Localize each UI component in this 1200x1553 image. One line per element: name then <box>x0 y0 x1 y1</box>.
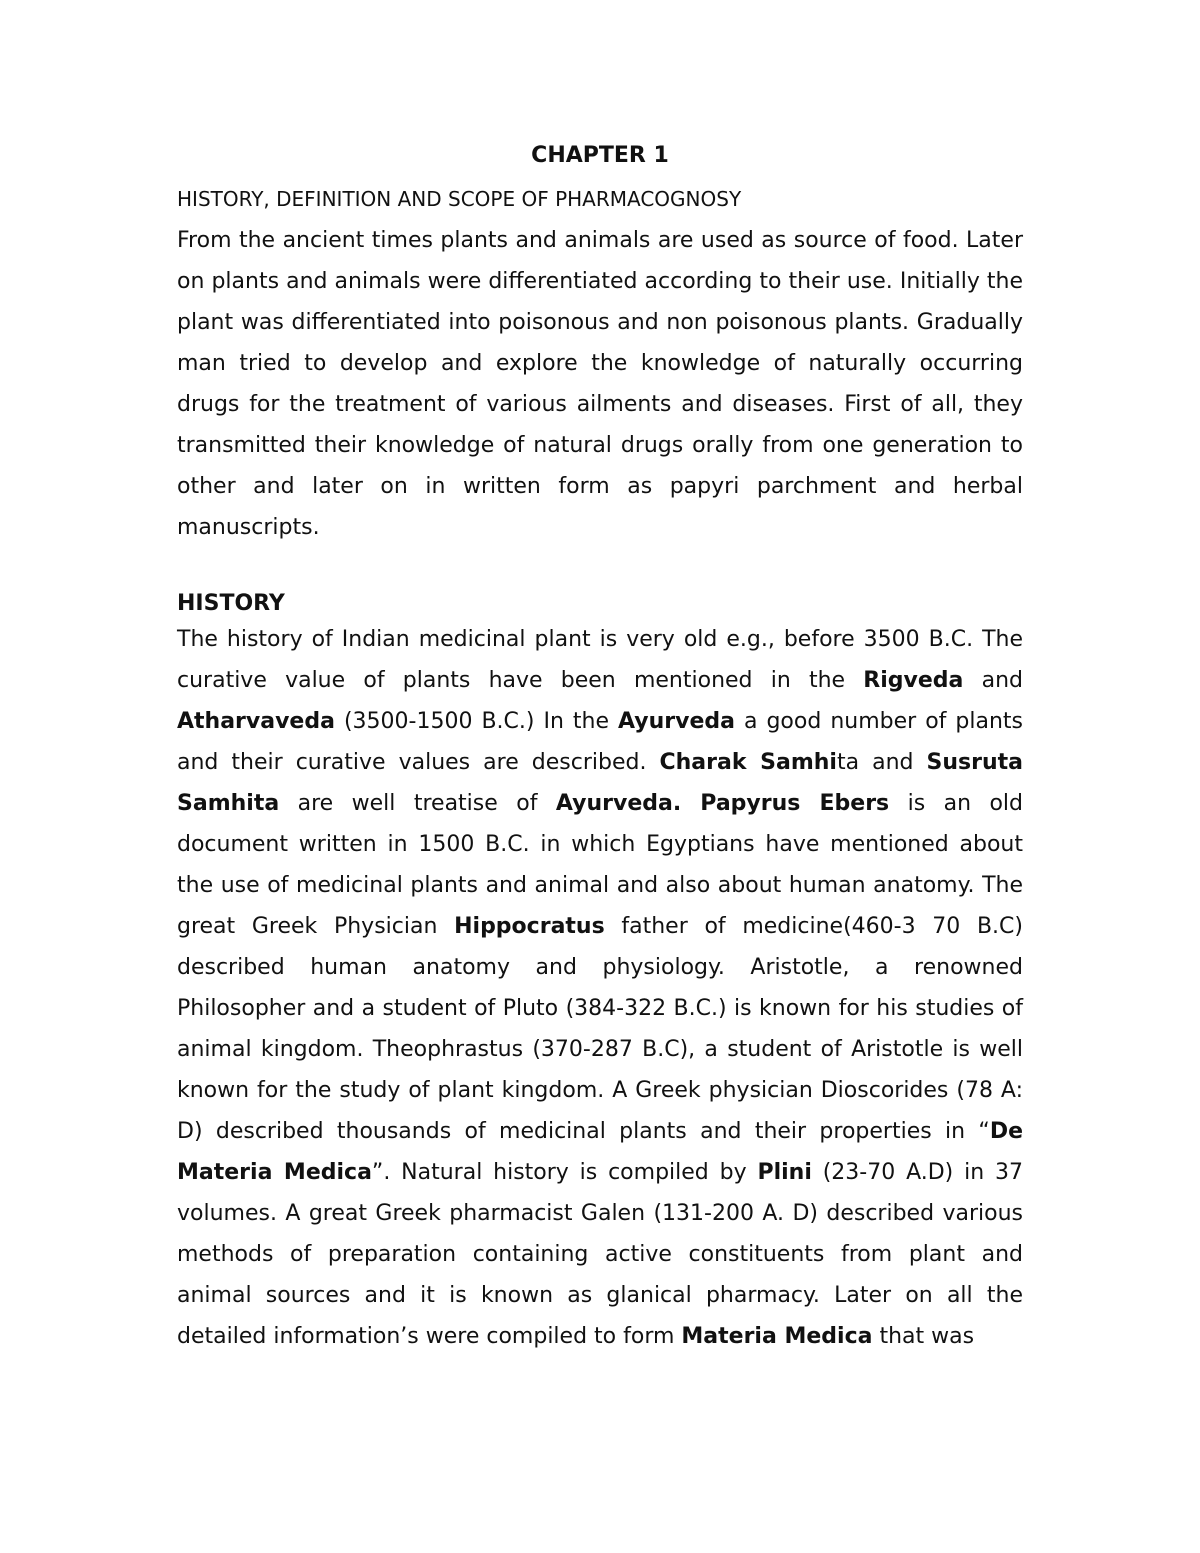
text-run: ta and <box>836 750 927 775</box>
chapter-subtitle: HISTORY, DEFINITION AND SCOPE OF PHARMACOGNOSY <box>177 187 742 211</box>
document-body <box>177 179 1023 1357</box>
chapter-title: CHAPTER 1 <box>531 143 669 168</box>
text-run: a good number of plants and their curative values are described. <box>177 709 1023 775</box>
text-run: (23-70 A.D) in 37 volumes. A great Greek pharmacist Galen (131-200 A. D) described various methods of preparation containing active constituents from plant and animal sources and it is known as glanical pharmacy. Later on all the detailed information’s were compiled to form <box>177 1160 1024 1349</box>
section-heading-history: HISTORY <box>177 591 285 616</box>
text-run: ”. Natural history is compiled by <box>371 1160 758 1185</box>
bold-term: Ayurveda <box>618 709 735 734</box>
bold-term: Rigveda <box>863 668 964 693</box>
bold-term: Susruta Samhita <box>177 750 1023 816</box>
text-run: and <box>963 668 1023 693</box>
text-run: The history of Indian medicinal plant is very old e.g., before 3500 B.C. The curative value of plants have been mentioned in the <box>177 627 1023 693</box>
bold-term: Materia Medica <box>681 1324 873 1349</box>
bold-term: Hippocratus <box>454 914 605 939</box>
paragraph-spacer <box>177 548 1023 589</box>
bold-term: Plini <box>757 1160 812 1185</box>
intro-paragraph: From the ancient times plants and animals are used as source of food. Later on plants and animals were differentiated according to their use. Initially the plant was differentiated into poisonous and non poisonous plants. Gradually man tried to develop and explore the knowledge of naturally occurring drugs for the treatment of various ailments and diseases. First of all, they transmitted their knowledge of natural drugs orally from one generation to other and later on in written form as papyri parchment and herbal manuscripts. <box>177 228 1023 540</box>
text-run: are well treatise of <box>279 791 556 816</box>
text-run: father of medicine(460-3 70 B.C) described human anatomy and physiology. Aristotle, a renowned Philosopher and a student of Pluto (384-322 B.C.) is known for his studies of animal kingdom. Theophrastus (370-287 B.C), a student of Aristotle is well known for the study of plant kingdom. A Greek physician Dioscorides (78 A: D) described thousands of medicinal plants and their properties in “ <box>177 914 1023 1144</box>
text-run: is an old document written in 1500 B.C. in which Egyptians have mentioned about the use of medicinal plants and animal and also about human anatomy. The great Greek Physician <box>177 791 1024 939</box>
bold-term: Ayurveda. Papyrus Ebers <box>555 791 890 816</box>
bold-term: Atharvaveda <box>177 709 335 734</box>
bold-term: Charak Samhi <box>659 750 837 775</box>
bold-term: De Materia Medica <box>177 1119 1023 1185</box>
text-run: that was <box>872 1324 975 1349</box>
text-run: (3500-1500 B.C.) In the <box>334 709 619 734</box>
history-paragraph <box>177 619 1023 1357</box>
